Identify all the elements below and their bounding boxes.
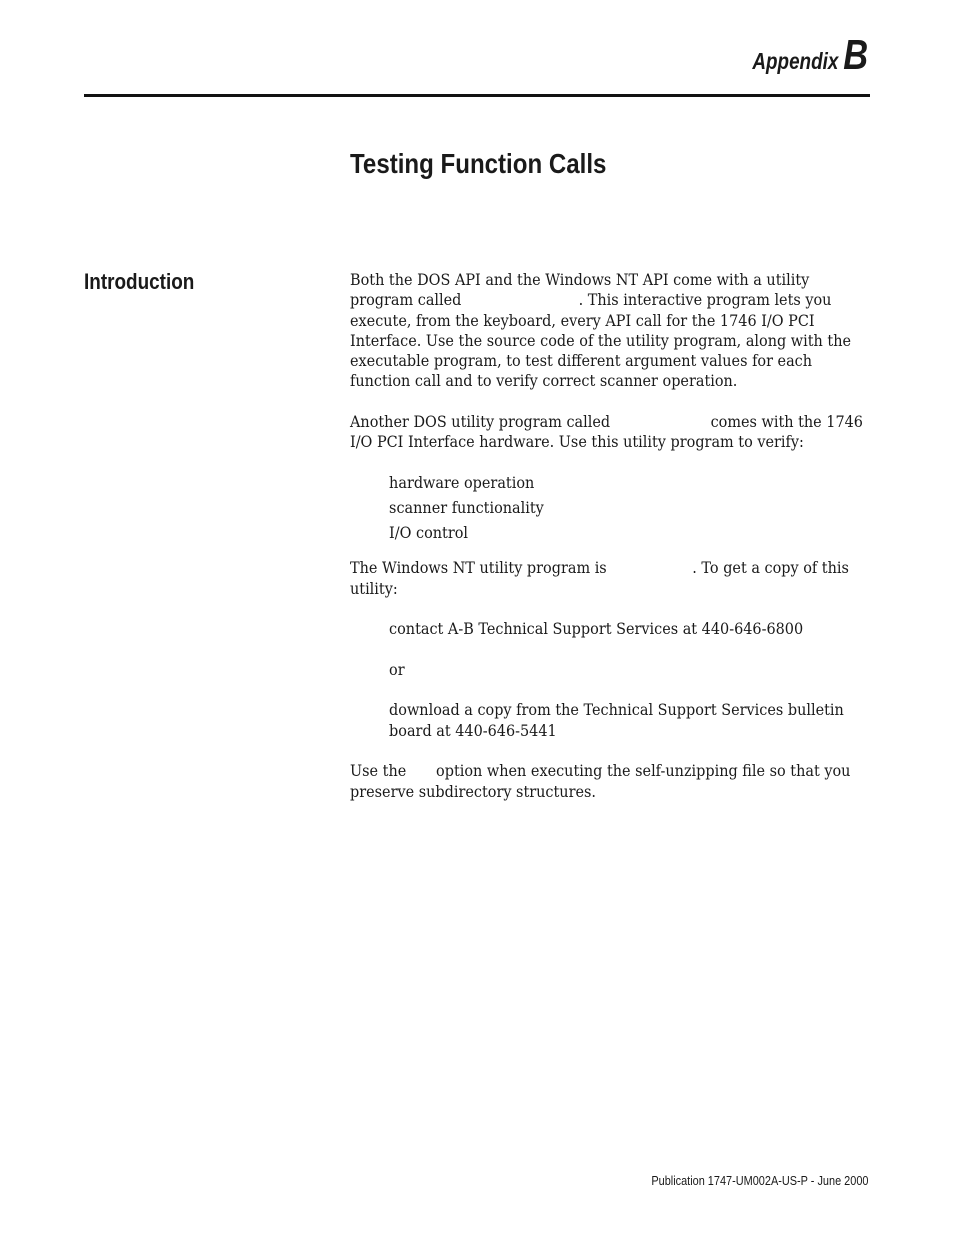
option-download: download a copy from the Technical Support Services bulletin board at 440-646-5441 (389, 701, 844, 740)
paragraph-text: . To get a copy of this utility: (350, 559, 849, 598)
verify-list (350, 473, 870, 543)
footer-publication: Publication 1747-UM002A-US-P - June 2000 (650, 1173, 868, 1188)
paragraph-text: option when executing the self-unzipping file so that you preserve subdirectory structures. (350, 762, 851, 801)
option-or: or (389, 660, 405, 679)
appendix-letter: B (843, 31, 868, 78)
paragraph-nt-utility (350, 558, 871, 599)
chapter-title: Testing Function Calls (350, 148, 607, 179)
paragraph-text: Both the DOS API and the Windows NT API come with a utility program called (350, 271, 810, 310)
appendix-label (752, 31, 868, 78)
paragraph-unzip-option (350, 761, 871, 802)
header-rule (84, 94, 870, 97)
paragraph-text: . This interactive program lets you execute, from the keyboard, every API call for the 1746 I/O PCI Interface. Use the source code of the utility program, along with the executable program, to test different argument values for each function call and to verify correct scanner operation. (350, 291, 852, 391)
section-heading-introduction: Introduction (84, 269, 195, 294)
paragraph-text: The Windows NT utility program is (350, 559, 607, 578)
paragraph-text: Another DOS utility program called (350, 413, 611, 432)
paragraph-utility-intro (350, 270, 871, 392)
list-item: scanner functionality (389, 498, 544, 517)
option-contact: contact A-B Technical Support Services at 440-646-6800 (389, 620, 804, 639)
paragraph-dos-utility (350, 412, 871, 453)
list-item: hardware operation (389, 473, 535, 492)
body-column (350, 270, 870, 822)
paragraph-text: Use the (350, 762, 407, 781)
appendix-word: Appendix (752, 48, 839, 74)
paragraph-text: comes with the 1746 I/O PCI Interface hardware. Use this utility program to verify: (350, 413, 863, 452)
list-item: I/O control (389, 523, 469, 542)
